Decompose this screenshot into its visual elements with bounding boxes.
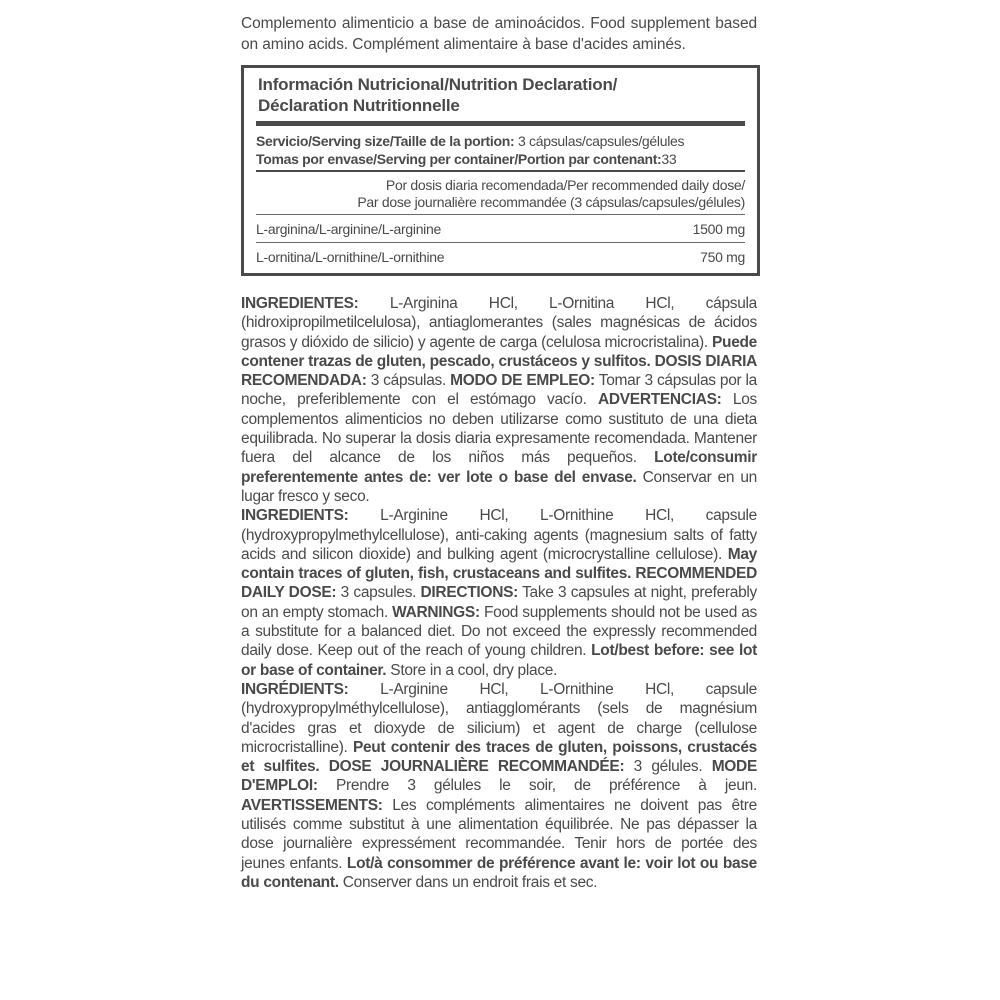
intro-text: Complemento alimenticio a base de aminoácidos. Food supplement based on amino acids. Complément alimentaire à base d'acides aminés. <box>241 15 757 53</box>
es-dose: 3 cápsulas. <box>366 372 451 390</box>
serving-size-label: Servicio/Serving size/Taille de la portion: <box>256 133 515 149</box>
es-ingredients: L-Arginina HCl, L-Ornitina HCl, cápsula (hidroxipropilmetilcelulosa), antiaglomerantes (sales magnésicas de ácidos grasos y dióxido de silicio) y agente de carga (celulosa microcristalina). <box>241 295 757 351</box>
en-traces: May contain traces of gluten, fish, crustaceans and sulfites. <box>241 545 757 583</box>
es-lot: Lote/consumir preferentemente antes de: ver lote o base del envase. <box>241 449 757 486</box>
mid-divider <box>256 170 745 172</box>
fr-use-heading: MODE D'EMPLOI: <box>241 758 757 795</box>
fr-warnings-heading: AVERTISSEMENTS: <box>241 796 383 814</box>
es-warnings: Los complementos alimenticios no deben utilizarse como sustituto de una dieta equilibrada. No superar la dosis diaria expresamente recomendada. Mantener fuera del alcance de los niños más pequeños. <box>241 391 757 467</box>
nutrient-name: L-arginina/L-arginine/L-arginine <box>256 221 441 237</box>
nutrient-amount: 750 mg <box>700 249 745 265</box>
en-ingredients-heading: INGREDIENTS: <box>241 507 349 525</box>
es-warnings-heading: ADVERTENCIAS: <box>597 391 722 409</box>
en-warnings: Food supplements should not be used as a substitute for a balanced diet. Do not exceed the expressly recommended daily dose. Keep out of the reach of young children. <box>241 603 757 660</box>
nutrient-row <box>256 247 745 267</box>
thick-divider <box>256 121 745 126</box>
en-storage: Store in a cool, dry place. <box>386 661 558 679</box>
en-dose: 3 capsules. <box>336 584 421 602</box>
fr-dose-heading: DOSE JOURNALIÈRE RECOMMANDÉE: <box>319 758 625 776</box>
spanish-paragraph <box>241 294 757 506</box>
es-storage: Conservar en un lugar fresco y seco. <box>241 468 757 505</box>
fr-ingredients: L-Arginine HCl, L-Ornithine HCl, capsule (hydroxypropylméthylcellulose), antiagglomérants (sels de magnésium d'acides gras et dioxyde de silicium) et agent de charge (cellulose microcristalline). <box>241 680 757 756</box>
servings-value: 33 <box>661 151 677 167</box>
en-dose-heading: RECOMMENDED DAILY DOSE: <box>241 565 757 602</box>
dose-header <box>256 177 745 211</box>
nutrient-row <box>256 219 745 239</box>
panel-title-line1: Información Nutricional/Nutrition Declaration/ <box>258 75 618 94</box>
thin-divider <box>256 242 745 243</box>
en-use: Take 3 capsules at night, preferably on an empty stomach. <box>241 584 757 621</box>
panel-title-line2: Déclaration Nutritionnelle <box>258 96 460 115</box>
es-ingredients-heading: INGREDIENTES: <box>241 295 359 312</box>
label-column <box>241 13 757 892</box>
serving-size-row <box>256 132 745 150</box>
fr-ingredients-heading: INGRÉDIENTS: <box>241 680 349 698</box>
dose-header-line2: Par dose journalière recommandée (3 cápsulas/capsules/gélules) <box>357 194 745 210</box>
nutrition-panel <box>241 65 760 276</box>
es-dose-heading: DOSIS DIARIA RECOMENDADA: <box>241 352 757 390</box>
en-use-heading: DIRECTIONS: <box>420 584 518 602</box>
es-use-heading: MODO DE EMPLEO: <box>450 372 595 390</box>
serving-size-value: 3 cápsulas/capsules/gélules <box>514 133 685 149</box>
servings-per-container-row <box>256 150 745 168</box>
dose-header-line1: Por dosis diaria recomendada/Per recommended daily dose/ <box>385 177 745 193</box>
nutrient-name: L-ornitina/L-ornithine/L-ornithine <box>256 249 445 265</box>
servings-label: Tomas por envase/Serving per container/Portion par contenant: <box>256 151 662 167</box>
fr-use: Prendre 3 gélules le soir, de préférence à jeun. <box>317 777 757 795</box>
en-warnings-heading: WARNINGS: <box>392 603 480 621</box>
es-traces: Puede contener trazas de gluten, pescado, crustáceos y sulfitos. <box>241 333 757 370</box>
thin-divider <box>256 214 745 215</box>
fr-storage: Conserver dans un endroit frais et sec. <box>338 873 598 891</box>
fr-lot: Lot/à consommer de préférence avant le: voir lot ou base du contenant. <box>241 854 757 891</box>
french-paragraph <box>241 680 757 892</box>
nutrient-amount: 1500 mg <box>692 221 745 237</box>
fr-warnings: Les compléments alimentaires ne doivent pas être utilisés comme substitut à une alimentation équilibrée. Ne pas dépasser la dose journalière expressément recommandée. Tenir hors de portée des jeunes enfants. <box>241 796 757 872</box>
en-ingredients: L-Arginine HCl, L-Ornithine HCl, capsule (hydroxypropylmethylcellulose), anti-caking agents (magnesium salts of fatty acids and silicon dioxide) and bulking agent (microcrystalline cellulose). <box>241 507 757 563</box>
english-paragraph <box>241 506 757 680</box>
en-lot: Lot/best before: see lot or base of container. <box>241 642 757 679</box>
ingredients-section <box>241 294 757 892</box>
es-use: Tomar 3 cápsulas por la noche, preferiblemente con el estómago vacío. <box>241 372 757 409</box>
panel-title <box>258 74 745 116</box>
fr-dose: 3 gélules. <box>624 758 712 776</box>
fr-traces: Peut contenir des traces de gluten, poissons, crustacés et sulfites. <box>241 738 757 776</box>
